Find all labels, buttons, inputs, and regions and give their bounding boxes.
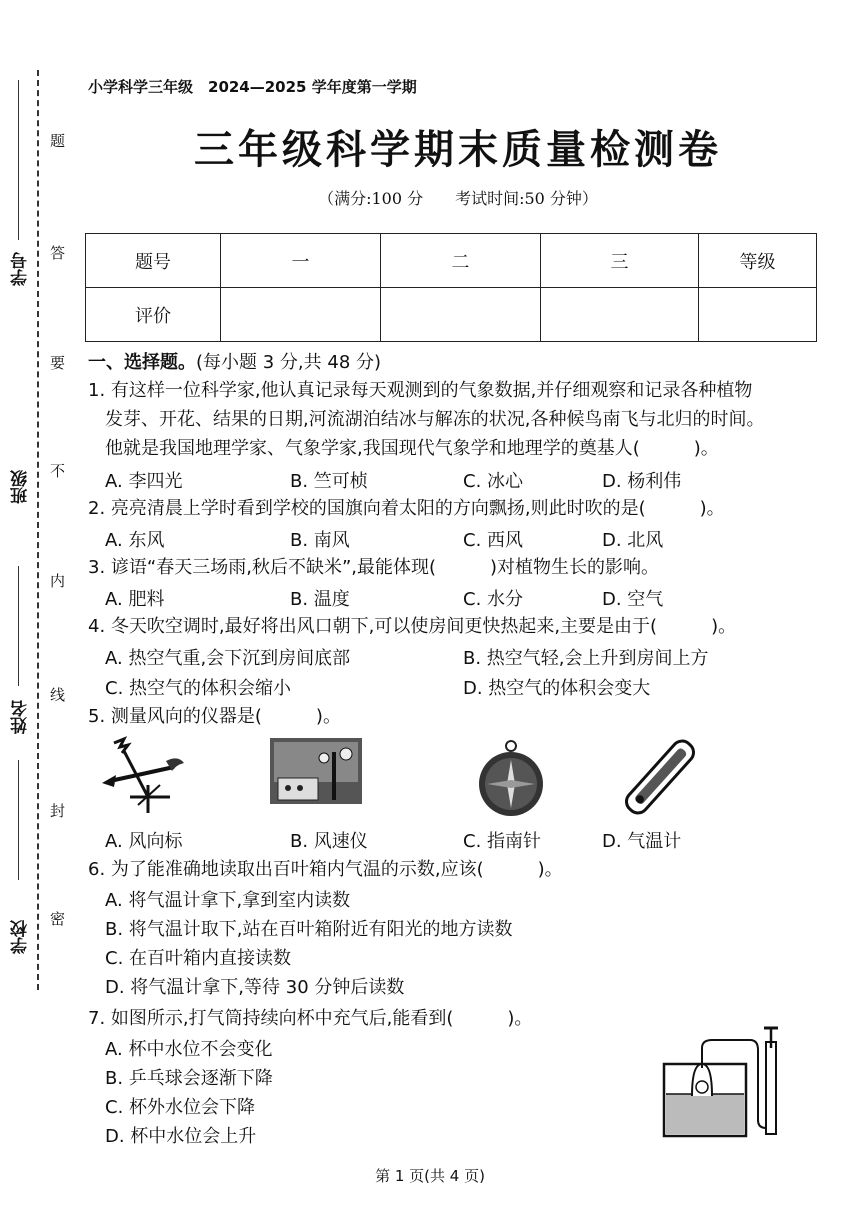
option-b[interactable]: B. 竺可桢 bbox=[290, 471, 368, 492]
table-cell: 评价 bbox=[86, 288, 221, 342]
table-cell[interactable] bbox=[381, 288, 541, 342]
table-cell: 一 bbox=[221, 234, 381, 288]
score-table bbox=[85, 233, 817, 342]
thermometer-icon bbox=[618, 738, 702, 816]
table-cell: 二 bbox=[381, 234, 541, 288]
seal-char: 密 bbox=[50, 910, 66, 928]
exam-subtitle: （满分:100 分 考试时间:50 分钟） bbox=[318, 189, 598, 208]
option-d[interactable]: D. 空气 bbox=[602, 589, 664, 610]
table-cell: 三 bbox=[541, 234, 699, 288]
question-text: 6. 为了能准确地读取出百叶箱内气温的示数,应该( )。 bbox=[88, 859, 563, 880]
option-d[interactable]: D. 热空气的体积会变大 bbox=[463, 678, 651, 699]
compass-icon bbox=[474, 738, 548, 818]
air-pump-apparatus-icon bbox=[658, 1024, 790, 1140]
table-cell[interactable] bbox=[541, 288, 699, 342]
question-3 bbox=[88, 553, 828, 582]
option-b[interactable]: B. 温度 bbox=[290, 589, 350, 610]
student-number-label: 学号 bbox=[11, 252, 31, 286]
option-d[interactable]: D. 杯中水位会上升 bbox=[105, 1126, 257, 1147]
name-label: 姓名 bbox=[11, 700, 31, 734]
class-line bbox=[18, 566, 19, 686]
option-c[interactable]: C. 在百叶箱内直接读数 bbox=[105, 948, 292, 969]
page-title: 三年级科学期末质量检测卷 bbox=[194, 126, 722, 173]
question-6 bbox=[88, 855, 828, 884]
seal-dashed-line bbox=[37, 70, 39, 990]
option-c[interactable]: C. 杯外水位会下降 bbox=[105, 1097, 256, 1118]
seal-char: 封 bbox=[50, 802, 66, 820]
seal-char: 答 bbox=[50, 244, 66, 262]
question-text: 3. 谚语“春天三场雨,秋后不缺米”,最能体现( )对植物生长的影响。 bbox=[88, 557, 660, 578]
option-b[interactable]: B. 风速仪 bbox=[290, 831, 368, 852]
table-row bbox=[86, 288, 817, 342]
option-b[interactable]: B. 南风 bbox=[290, 530, 350, 551]
table-cell[interactable] bbox=[699, 288, 817, 342]
question-text: 5. 测量风向的仪器是( )。 bbox=[88, 706, 341, 727]
option-a[interactable]: A. 东风 bbox=[105, 530, 165, 551]
option-a[interactable]: A. 杯中水位不会变化 bbox=[105, 1039, 273, 1060]
option-a[interactable]: A. 将气温计拿下,拿到室内读数 bbox=[105, 890, 351, 911]
question-2 bbox=[88, 494, 828, 523]
option-b[interactable]: B. 乒乓球会逐渐下降 bbox=[105, 1068, 273, 1089]
seal-char: 不 bbox=[50, 462, 66, 480]
option-c[interactable]: C. 西风 bbox=[463, 530, 524, 551]
option-c[interactable]: C. 冰心 bbox=[463, 471, 524, 492]
page-footer: 第 1 页(共 4 页) bbox=[375, 1167, 485, 1185]
option-a[interactable]: A. 热空气重,会下沉到房间底部 bbox=[105, 648, 351, 669]
seal-char: 线 bbox=[50, 686, 66, 704]
question-text: 7. 如图所示,打气筒持续向杯中充气后,能看到( )。 bbox=[88, 1008, 533, 1029]
option-a[interactable]: A. 肥料 bbox=[105, 589, 165, 610]
option-d[interactable]: D. 将气温计拿下,等待 30 分钟后读数 bbox=[105, 977, 405, 998]
option-d[interactable]: D. 杨利伟 bbox=[602, 471, 682, 492]
option-d[interactable]: D. 气温计 bbox=[602, 831, 682, 852]
option-c[interactable]: C. 指南针 bbox=[463, 831, 542, 852]
anemometer-device-icon bbox=[270, 738, 362, 804]
table-cell: 题号 bbox=[86, 234, 221, 288]
question-text: 2. 亮亮清晨上学时看到学校的国旗向着太阳的方向飘扬,则此时吹的是( )。 bbox=[88, 498, 725, 519]
question-5 bbox=[88, 702, 828, 731]
option-d[interactable]: D. 北风 bbox=[602, 530, 664, 551]
name-line bbox=[18, 760, 19, 880]
option-a[interactable]: A. 风向标 bbox=[105, 831, 183, 852]
question-4 bbox=[88, 612, 828, 641]
question-text: 他就是我国地理学家、气象学家,我国现代气象学和地理学的奠基人( )。 bbox=[105, 438, 719, 459]
student-number-line bbox=[18, 80, 19, 240]
option-c[interactable]: C. 水分 bbox=[463, 589, 524, 610]
question-text: 4. 冬天吹空调时,最好将出风口朝下,可以使房间更快热起来,主要是由于( )。 bbox=[88, 616, 737, 637]
section-title: 一、选择题。 bbox=[88, 352, 196, 373]
table-cell[interactable] bbox=[221, 288, 381, 342]
option-b[interactable]: B. 将气温计取下,站在百叶箱附近有阳光的地方读数 bbox=[105, 919, 513, 940]
table-cell: 等级 bbox=[699, 234, 817, 288]
seal-char: 题 bbox=[50, 132, 66, 150]
question-text: 发芽、开花、结果的日期,河流湖泊结冰与解冻的状况,各种候鸟南飞与北归的时间。 bbox=[105, 409, 765, 430]
exam-header-line: 小学科学三年级 2024—2025 学年度第一学期 bbox=[88, 78, 417, 96]
seal-char: 要 bbox=[50, 354, 66, 372]
question-1 bbox=[88, 376, 828, 463]
class-label: 班级 bbox=[11, 470, 31, 504]
option-a[interactable]: A. 李四光 bbox=[105, 471, 183, 492]
option-b[interactable]: B. 热空气轻,会上升到房间上方 bbox=[463, 648, 709, 669]
school-label: 学校 bbox=[11, 920, 31, 954]
table-row bbox=[86, 234, 817, 288]
question-text: 1. 有这样一位科学家,他认真记录每天观测到的气象数据,并仔细观察和记录各种植物 bbox=[88, 380, 753, 401]
wind-vane-icon bbox=[100, 735, 192, 815]
option-c[interactable]: C. 热空气的体积会缩小 bbox=[105, 678, 292, 699]
section-heading bbox=[88, 348, 381, 374]
seal-char: 内 bbox=[50, 572, 66, 590]
section-note: (每小题 3 分,共 48 分) bbox=[196, 352, 382, 373]
binding-margin bbox=[0, 0, 72, 1216]
